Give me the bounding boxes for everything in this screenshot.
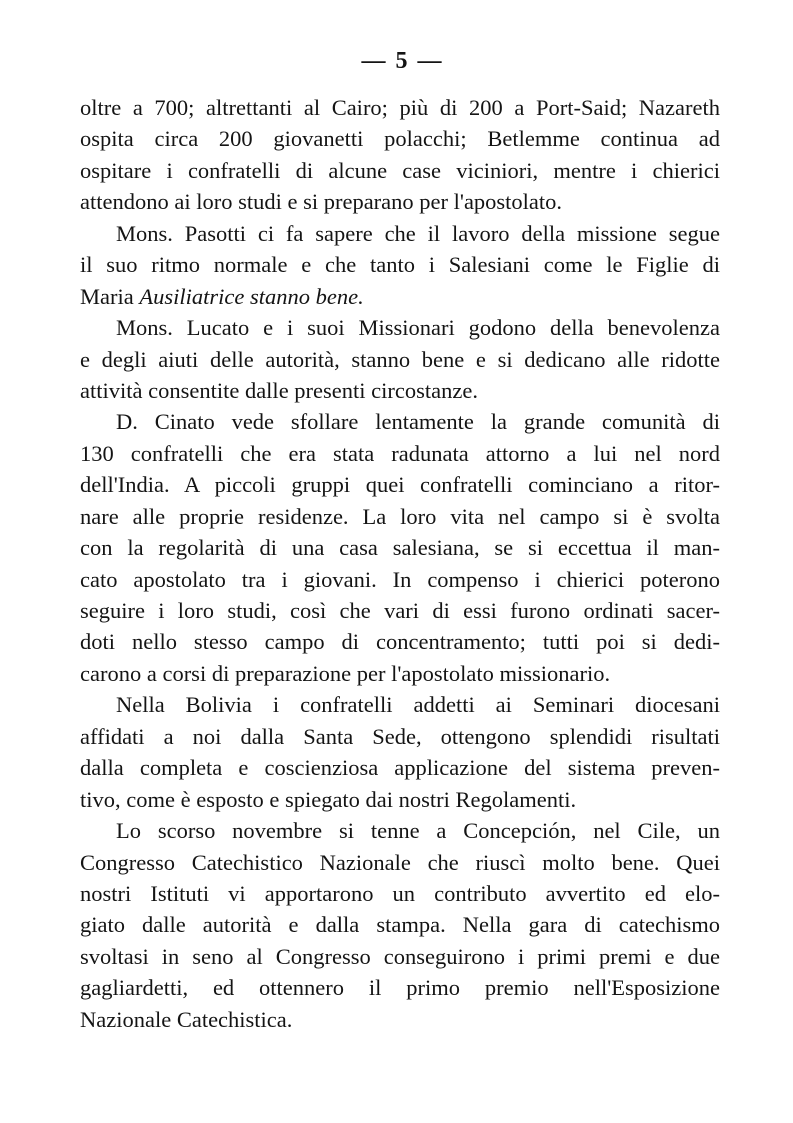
text-line: dell'India. A piccoli gruppi quei confratelli cominciano a ritor- [80,472,720,498]
text-line: seguire i loro studi, così che vari di essi furono ordinati sacer- [80,598,720,623]
text-line: Nella Bolivia i confratelli addetti ai Seminari diocesani [116,692,720,718]
text-line: affidati a noi dalla Santa Sede, ottengono splendidi risultati [80,723,720,749]
text-line: e degli aiuti delle autorità, stanno bene e si dedicano alle ridotte [80,346,720,372]
text-line: Mons. Pasotti ci fa sapere che il lavoro della missione segue [116,220,720,246]
text-line: carono a corsi di preparazione per l'apostolato missionario. [80,660,611,686]
text-line: Congresso Catechistico Nazionale che riuscì molto bene. Quei [80,849,720,875]
text-line: D. Cinato vede sfollare lentamente la grande comunità di [116,409,720,435]
text-line: 130 confratelli che era stata radunata attorno a lui nel nord [80,440,720,466]
text-line: doti nello stesso campo di concentramento; tutti poi si dedi- [80,629,720,655]
body-text [80,92,720,1035]
text-line: Lo scorso novembre si tenne a Concepción, nel Cile, un [116,818,720,844]
text-line: tivo, come è esposto e spiegato dai nostri Regolamenti. [80,786,577,812]
text-line: giato dalle autorità e dalla stampa. Nella gara di catechismo [80,912,720,938]
text-line: attività consentite dalle presenti circostanze. [80,377,478,403]
text-line: il suo ritmo normale e che tanto i Salesiani come le Figlie di [80,252,720,278]
text-line: svoltasi in seno al Congresso conseguirono i primi premi e due [80,943,720,969]
page-number: — 5 — [361,48,444,74]
text-line: con la regolarità di una casa salesiana, se si eccettua il man- [80,535,720,561]
text-line: attendono ai loro studi e si preparano per l'apostolato. [80,189,563,215]
text-line: ospita circa 200 giovanetti polacchi; Betlemme continua ad [80,126,720,152]
text-line: ospitare i confratelli di alcune case viciniori, mentre i chierici [80,157,720,183]
text-line: cato apostolato tra i giovani. In compenso i chierici poterono [80,566,720,592]
text-line: gagliardetti, ed ottennero il primo premio nell'Esposizione [80,975,720,1001]
italic-text: Ausiliatrice stanno bene. [139,283,364,309]
text-line: nare alle proprie residenze. La loro vita nel campo si è svolta [80,503,720,529]
text-line: Maria Ausiliatrice stanno bene. [80,283,364,309]
text-line: nostri Istituti vi apportarono un contributo avvertito ed elo- [80,880,720,906]
text-line: dalla completa e coscienziosa applicazione del sistema preven- [80,755,720,781]
text-line: Mons. Lucato e i suoi Missionari godono della benevolenza [116,315,720,341]
text-line: Nazionale Catechistica. [80,1006,293,1032]
text-line: oltre a 700; altrettanti al Cairo; più di 200 a Port-Said; Nazareth [80,95,720,120]
